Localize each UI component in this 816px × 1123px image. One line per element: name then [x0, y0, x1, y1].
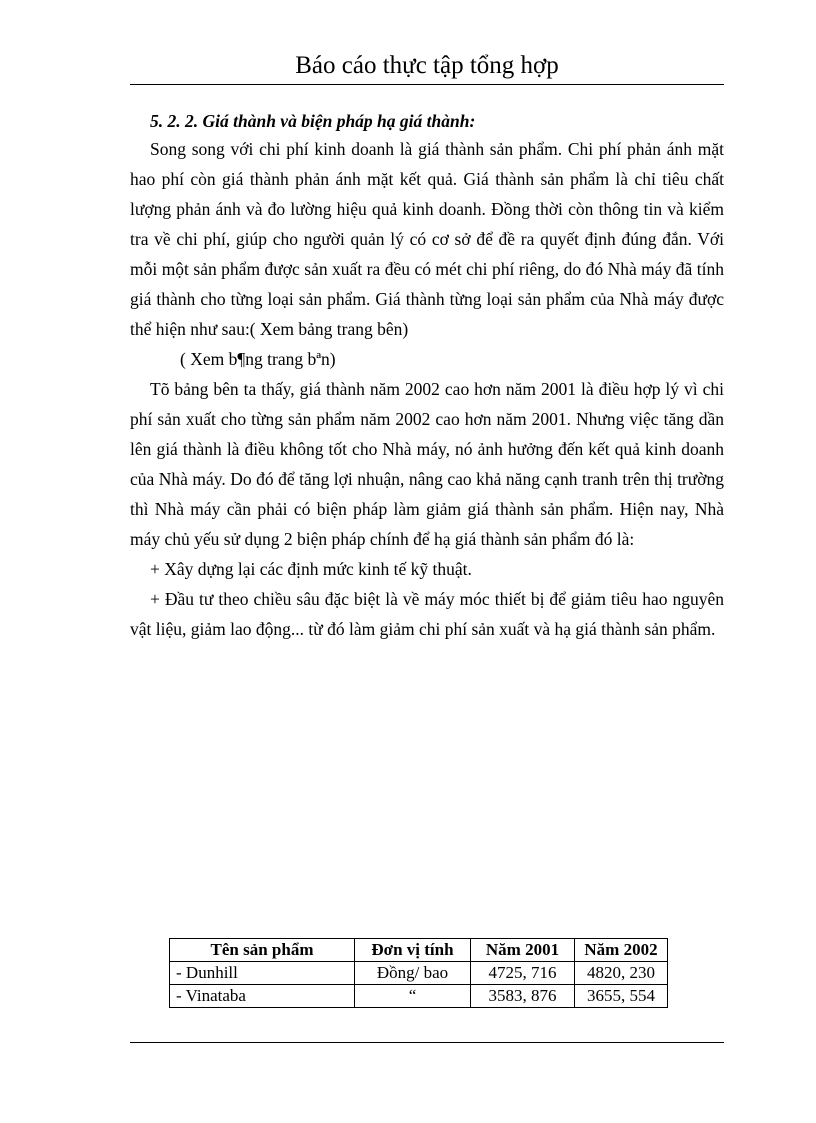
- footer-divider: [130, 1042, 724, 1043]
- cell-value-2002: 3655, 554: [575, 985, 668, 1008]
- header-year-2002: Năm 2002: [575, 939, 668, 962]
- table-row: [170, 962, 668, 985]
- table-reference-note: ( Xem b¶ng trang bªn): [180, 349, 336, 369]
- table-header-row: [170, 939, 668, 962]
- cell-unit: “: [355, 985, 471, 1008]
- header-year-2001: Năm 2001: [471, 939, 575, 962]
- cell-product: - Dunhill: [170, 962, 355, 985]
- paragraph-cost-analysis: Tõ bảng bên ta thấy, giá thành năm 2002 cao hơn năm 2001 là điều hợp lý vì chi phí sản xuất cho từng sản phẩm năm 2002 cao hơn năm 2001. Nhưng việc tăng dần lên giá thành là điều không tốt cho Nhà máy, nó ảnh hưởng đến kết quả kinh doanh của Nhà máy. Do đó để tăng lợi nhuận, nâng cao khả năng cạnh tranh trên thị trường thì Nhà máy cần phải có biện pháp làm giảm giá thành sản phẩm. Hiện nay, Nhà máy chủ yếu sử dụng 2 biện pháp chính để hạ giá thành sản phẩm đó là:: [130, 379, 724, 549]
- document-body: [130, 108, 724, 644]
- table-row: [170, 985, 668, 1008]
- cell-value-2001: 3583, 876: [471, 985, 575, 1008]
- product-cost-table: [169, 938, 668, 1008]
- header-unit: Đơn vị tính: [355, 939, 471, 962]
- cell-value-2001: 4725, 716: [471, 962, 575, 985]
- measure-item-1: + Xây dựng lại các định mức kinh tế kỹ thuật.: [150, 559, 472, 579]
- cell-product: - Vinataba: [170, 985, 355, 1008]
- cell-value-2002: 4820, 230: [575, 962, 668, 985]
- measure-item-2: + Đầu tư theo chiều sâu đặc biệt là về máy móc thiết bị để giảm tiêu hao nguyên vật liệu, giảm lao động... từ đó làm giảm chi phí sản xuất và hạ giá thành sản phẩm.: [130, 589, 724, 639]
- header-product-name: Tên sản phẩm: [170, 939, 355, 962]
- cell-unit: Đồng/ bao: [355, 962, 471, 985]
- paragraph-cost-intro: Song song với chi phí kinh doanh là giá thành sản phẩm. Chi phí phản ánh mặt hao phí còn giá thành phản ánh mặt kết quả. Giá thành sản phẩm là chỉ tiêu chất lượng phản ánh và đo lường hiệu quả kinh doanh. Đồng thời còn thông tin và kiểm tra về chi phí, giúp cho người quản lý có cơ sở để đề ra quyết định đúng đắn. Với mỗi một sản phẩm được sản xuất ra đều có mét chi phí riêng, do đó Nhà máy đã tính giá thành cho từng loại sản phẩm. Giá thành từng loại sản phẩm của Nhà máy được thể hiện như sau:( Xem bảng trang bên): [130, 139, 724, 339]
- section-heading: 5. 2. 2. Giá thành và biện pháp hạ giá thành:: [150, 111, 476, 131]
- header-divider: [130, 84, 724, 85]
- page-header-title: Báo cáo thực tập tổng hợp: [295, 52, 559, 79]
